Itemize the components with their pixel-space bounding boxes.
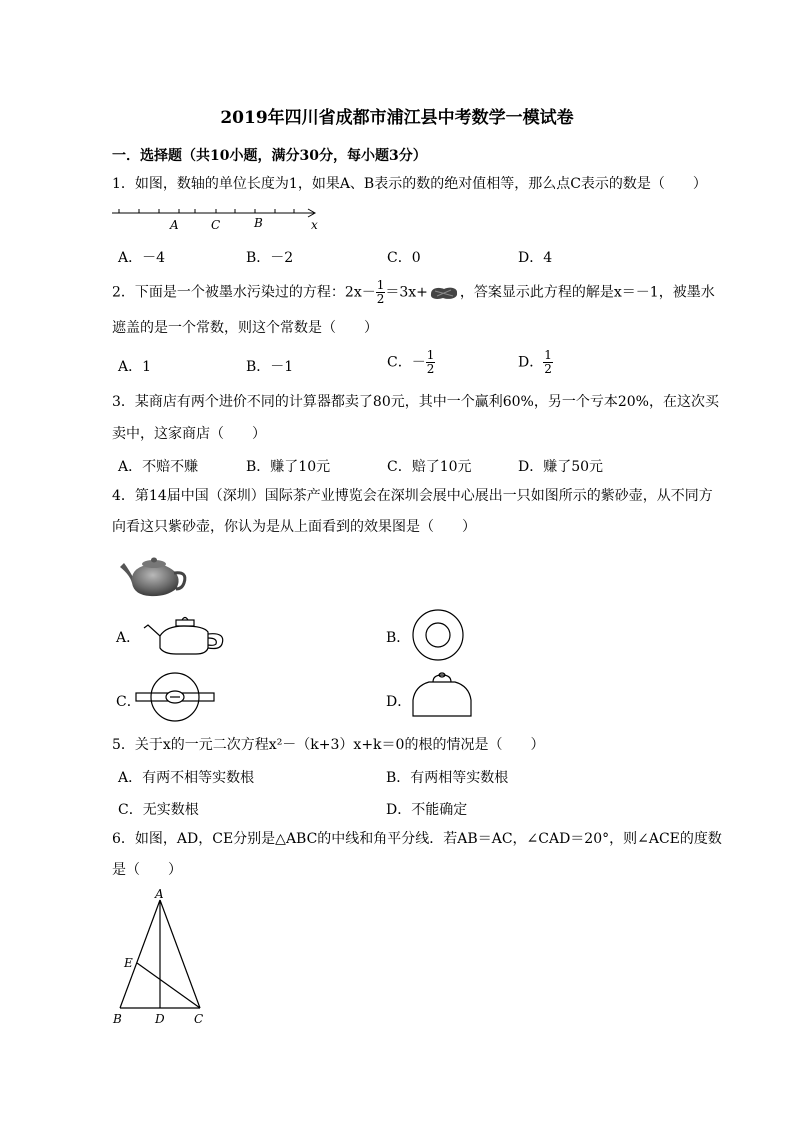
q3-option-c: C．赔了10元 bbox=[387, 459, 472, 475]
axis-label-c: C bbox=[211, 218, 221, 232]
number-line-figure bbox=[108, 203, 328, 235]
q4-option-a-label: A． bbox=[116, 630, 141, 646]
q2-option-c-fraction bbox=[426, 349, 436, 376]
q2-option-b: B．－1 bbox=[246, 359, 294, 375]
teapot-side-view-d bbox=[409, 670, 475, 722]
q2-fraction bbox=[376, 279, 386, 306]
section-heading: 一．选择题（共10小题，满分30分，每小题3分） bbox=[112, 148, 427, 164]
q2-text-a: 2．下面是一个被墨水污染过的方程：2x－ bbox=[112, 284, 376, 301]
axis-label-a: A bbox=[170, 218, 179, 232]
q3-option-a: A．不赔不赚 bbox=[118, 459, 199, 475]
point-c-label: C bbox=[194, 1012, 204, 1026]
q3-option-d: D．赚了50元 bbox=[518, 459, 604, 475]
q2-option-c-den: 2 bbox=[426, 362, 435, 376]
q4-line2: 向看这只紫砂壶，你认为是从上面看到的效果图是（ ） bbox=[112, 519, 476, 535]
axis-label-x: x bbox=[311, 218, 318, 232]
q4-option-b-label: B． bbox=[386, 630, 411, 646]
q1-text: 1．如图，数轴的单位长度为1，如果A、B表示的数的绝对值相等，那么点C表示的数是（ ） bbox=[112, 176, 707, 192]
q2-option-d bbox=[518, 349, 553, 376]
triangle-figure bbox=[110, 886, 214, 1028]
q5-option-d: D．不能确定 bbox=[386, 802, 468, 818]
point-d-label: D bbox=[155, 1012, 165, 1026]
q4-option-d-label: D． bbox=[386, 694, 412, 710]
q3-line1: 3．某商店有两个进价不同的计算器都卖了80元，其中一个赢利60%，另一个亏本20%，在这次买 bbox=[112, 394, 719, 410]
q2-option-d-prefix: D． bbox=[518, 354, 544, 371]
q2-option-d-fraction bbox=[543, 349, 553, 376]
q2-option-d-den: 2 bbox=[544, 362, 552, 376]
q2-text-b: ＝3x+ bbox=[385, 284, 428, 301]
q4-line1: 4．第14届中国（深圳）国际茶产业博览会在深圳会展中心展出一只如图所示的紫砂壶，从不同方 bbox=[112, 488, 713, 504]
q2-frac-num: 1 bbox=[376, 278, 385, 292]
teapot-front-view-a bbox=[142, 612, 228, 658]
q3-option-b: B．赚了10元 bbox=[246, 459, 331, 475]
point-a-label: A bbox=[155, 887, 164, 901]
q2-option-a: A．1 bbox=[118, 359, 152, 375]
q5-text: 5．关于x的一元二次方程x²－（k+3）x+k＝0的根的情况是（ ） bbox=[112, 737, 545, 753]
q4-option-c-label: C． bbox=[116, 694, 141, 710]
q2-option-c bbox=[387, 349, 435, 376]
teapot-top-view-b bbox=[411, 608, 467, 662]
q1-option-c: C．0 bbox=[387, 250, 421, 266]
q2-frac-den: 2 bbox=[376, 292, 385, 306]
axis-label-b: B bbox=[254, 216, 263, 230]
q5-option-a: A．有两不相等实数根 bbox=[118, 770, 255, 786]
q2-option-c-num: 1 bbox=[426, 348, 435, 362]
point-b-label: B bbox=[113, 1012, 122, 1026]
q5-option-b: B．有两相等实数根 bbox=[386, 770, 509, 786]
q2-option-d-num: 1 bbox=[544, 348, 552, 362]
q6-line2: 是（ ） bbox=[112, 862, 182, 878]
q2-option-c-prefix: C．－ bbox=[387, 354, 426, 371]
q1-option-a: A．－4 bbox=[118, 250, 166, 266]
q5-option-c: C．无实数根 bbox=[118, 802, 199, 818]
page-title: 2019年四川省成都市浦江县中考数学一模试卷 bbox=[220, 108, 574, 128]
ink-blot-icon bbox=[428, 285, 460, 301]
q2-line1 bbox=[112, 279, 715, 306]
q2-line2: 遮盖的是一个常数，则这个常数是（ ） bbox=[112, 320, 378, 336]
teapot-top-view-c bbox=[134, 669, 216, 725]
point-e-label: E bbox=[124, 956, 133, 970]
q2-text-c: ，答案显示此方程的解是x＝－1，被墨水 bbox=[459, 284, 715, 301]
teapot-photo bbox=[116, 549, 188, 601]
q6-line1: 6．如图，AD，CE分别是△ABC的中线和角平分线．若AB＝AC，∠CAD＝20°，则∠ACE的度数 bbox=[112, 831, 722, 847]
q1-option-d: D．4 bbox=[518, 250, 553, 266]
q1-option-b: B．－2 bbox=[246, 250, 294, 266]
q3-line2: 卖中，这家商店（ ） bbox=[112, 426, 266, 442]
